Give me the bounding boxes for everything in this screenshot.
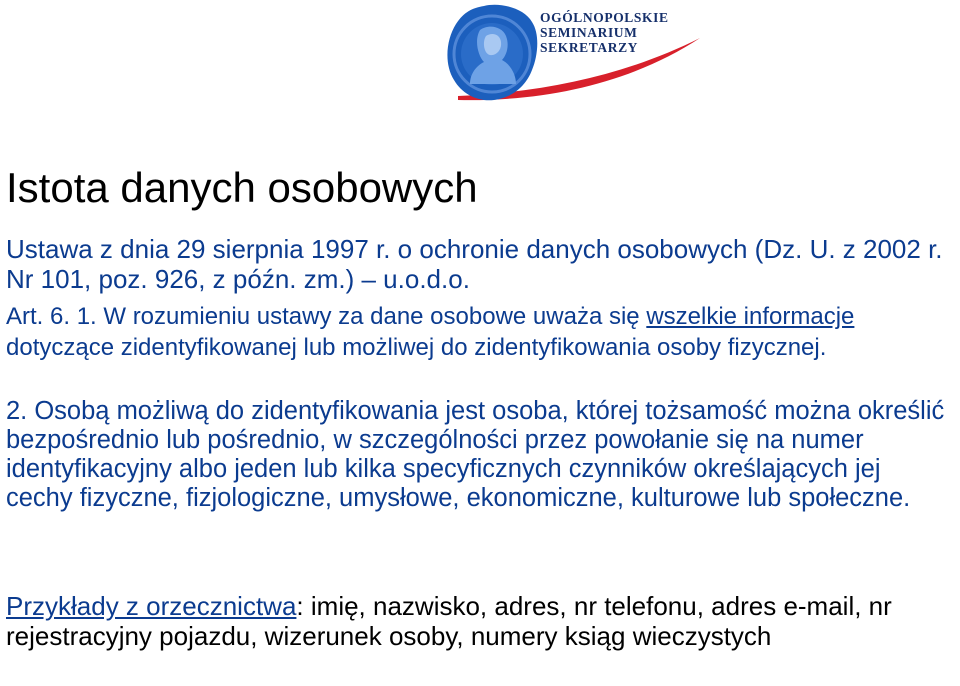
art1-underlined: wszelkie informacje [646,303,855,330]
art1-prefix: Art. 6. 1. W rozumieniu ustawy za dane osobowe uważa się [6,303,647,330]
logo-line: OGÓLNOPOLSKIE [540,10,669,25]
page-title: Istota danych osobowych [6,164,478,211]
examples-paragraph [6,591,954,651]
ustawa-reference: Ustawa z dnia 29 sierpnia 1997 r. o ochronie danych osobowych (Dz. U. z 2002 r. Nr 101, poz. 926, z późn. zm.) – u.o.d.o. [6,234,943,294]
article-6-paragraph-2: 2. Osobą możliwą do zidentyfikowania jest osoba, której tożsamość można określić bezpośrednio lub pośrednio, w szczególności przez powołanie się na numer identyfikacyjny albo jeden lub kilka specyficznych czynników określających jej cechy fizyczne, fizjologiczne, umysłowe, ekonomiczne, kulturowe lub społeczne. [6,397,945,512]
logo-line: SEKRETARZY [540,40,639,55]
article-6-paragraph-1 [6,301,954,363]
logo-text [540,10,669,55]
examples-text: imię, nazwisko, adres, nr telefonu, adres e-mail, nr rejestracyjny pojazdu, wizerunek osoby, numery ksiąg wieczystych [6,591,892,651]
logo-line: SEMINARIUM [540,25,638,40]
art1-suffix: dotyczące zidentyfikowanej lub możliwej do zidentyfikowania osoby fizycznej. [6,334,827,361]
examples-colon: : [296,591,304,621]
logo [428,0,704,122]
examples-label: Przykłady z orzecznictwa [6,591,297,621]
